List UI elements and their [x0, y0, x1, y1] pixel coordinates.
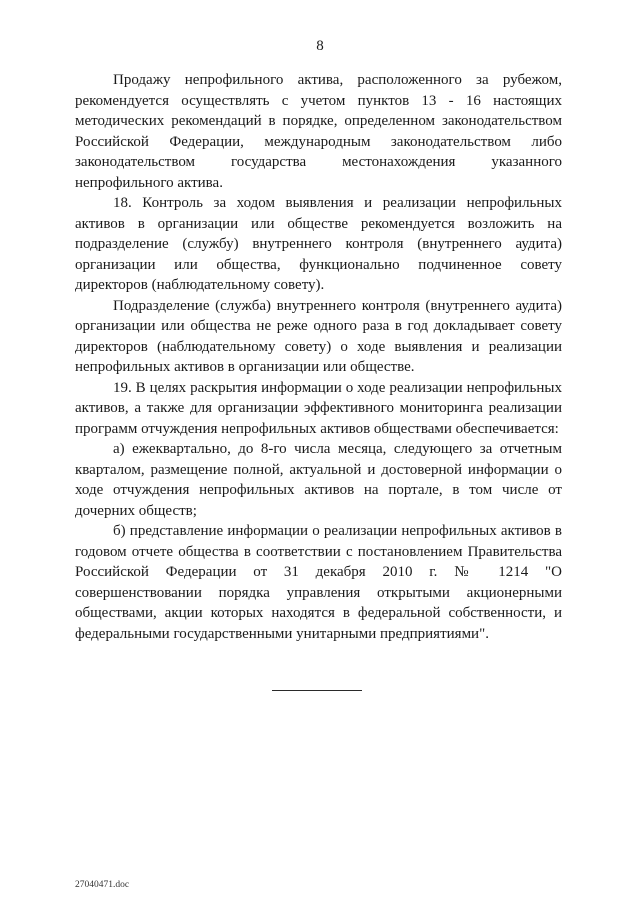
paragraph-18-control: 18. Контроль за ходом выявления и реализации непрофильных активов в организации или обществе рекомендуется возложить на подразделение (службу) внутреннего контроля (внутреннего аудита) организации или общества, функционально подчиненное совету директоров (наблюдательному совету).: [75, 195, 562, 293]
footer-filename: 27040471.doc: [75, 880, 130, 890]
end-separator-line: [272, 690, 362, 691]
document-body: [75, 70, 562, 644]
paragraph-19-item-a: а) ежеквартально, до 8-го числа месяца, следующего за отчетным кварталом, размещение полной, актуальной и достоверной информации о ходе отчуждения непрофильных активов на портале, в том числе от дочерних обществ;: [75, 441, 562, 519]
paragraph-19-disclosure: 19. В целях раскрытия информации о ходе реализации непрофильных активов, а также для организации эффективного мониторинга реализации программ отчуждения непрофильных активов обществами обеспечивается:: [75, 379, 562, 437]
paragraph-foreign-asset-sale: Продажу непрофильного актива, расположенного за рубежом, рекомендуется осуществлять с учетом пунктов 13 - 16 настоящих методических рекомендаций в порядке, определенном законодательством Российской Федерации, международным законодательством либо законодательством государства местонахождения указанного непрофильного актива.: [75, 72, 562, 191]
paragraph-internal-audit-report: Подразделение (служба) внутреннего контроля (внутреннего аудита) организации или общества не реже одного раза в год докладывает совету директоров (наблюдательному совету) о ходе выявления и реализации непрофильных активов в организации или обществе.: [75, 297, 562, 375]
page-number: 8: [316, 38, 324, 54]
paragraph-19-item-b: б) представление информации о реализации непрофильных активов в годовом отчете общества в соответствии с постановлением Правительства Российской Федерации от 31 декабря 2010 г. № 1214 "О совершенствовании порядка управления открытыми акционерными обществами, акции которых находятся в федеральной собственности, и федеральными государственными унитарными предприятиями".: [75, 523, 562, 642]
